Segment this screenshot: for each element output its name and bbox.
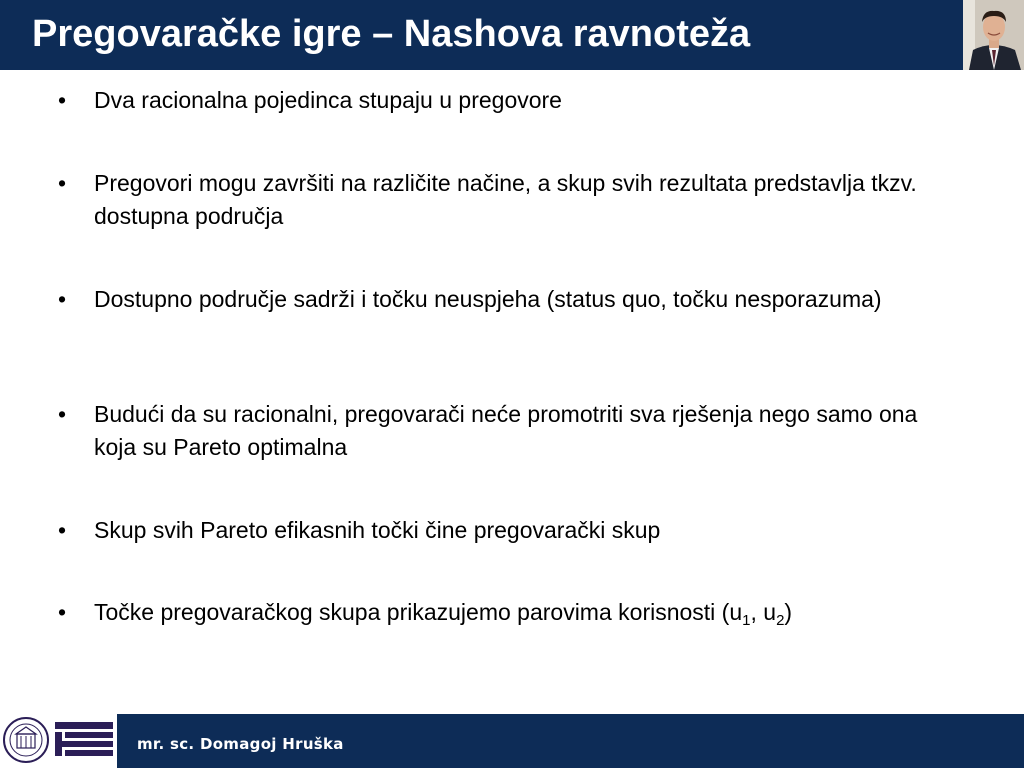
bullet-text-part: ) xyxy=(784,599,793,625)
bullet-text: Skup svih Pareto efikasnih točki čine pregovarački skup xyxy=(94,517,661,543)
bullet-dot: • xyxy=(58,87,67,113)
bullet-dot: • xyxy=(58,517,67,543)
list-item xyxy=(58,596,938,629)
bullet-text: Dva racionalna pojedinca stupaju u pregovore xyxy=(94,87,562,113)
bullet-dot: • xyxy=(58,401,67,427)
list-item xyxy=(58,84,938,117)
list-item xyxy=(58,398,938,464)
subscript: 1 xyxy=(742,612,751,629)
subscript: 2 xyxy=(776,612,785,629)
author-portrait xyxy=(963,0,1024,70)
bullet-dot: • xyxy=(58,170,67,196)
bullet-text: Pregovori mogu završiti na različite načine, a skup svih rezultata predstavlja tkzv. dostupna područja xyxy=(94,170,917,229)
bullet-text xyxy=(94,599,793,629)
portrait-image xyxy=(963,0,1024,70)
list-item xyxy=(58,283,938,316)
bullet-text: Dostupno područje sadrži i točku neuspjeha (status quo, točku nesporazuma) xyxy=(94,286,882,312)
list-item xyxy=(58,514,938,547)
bullet-dot: • xyxy=(58,599,67,625)
bullet-text: Budući da su racionalni, pregovarači neće promotriti sva rješenja nego samo ona koja su Pareto optimalna xyxy=(94,401,918,460)
bullet-text-part: , u xyxy=(750,599,777,625)
footer-author: mr. sc. Domagoj Hruška xyxy=(137,735,344,753)
list-item xyxy=(58,167,938,233)
bullet-text-part: Točke pregovaračkog skupa prikazujemo parovima korisnosti (u xyxy=(94,599,743,625)
faculty-logo-icon xyxy=(55,720,113,762)
slide-title: Pregovaračke igre – Nashova ravnoteža xyxy=(32,13,751,55)
university-seal-icon xyxy=(2,714,50,766)
bullet-dot: • xyxy=(58,286,67,312)
